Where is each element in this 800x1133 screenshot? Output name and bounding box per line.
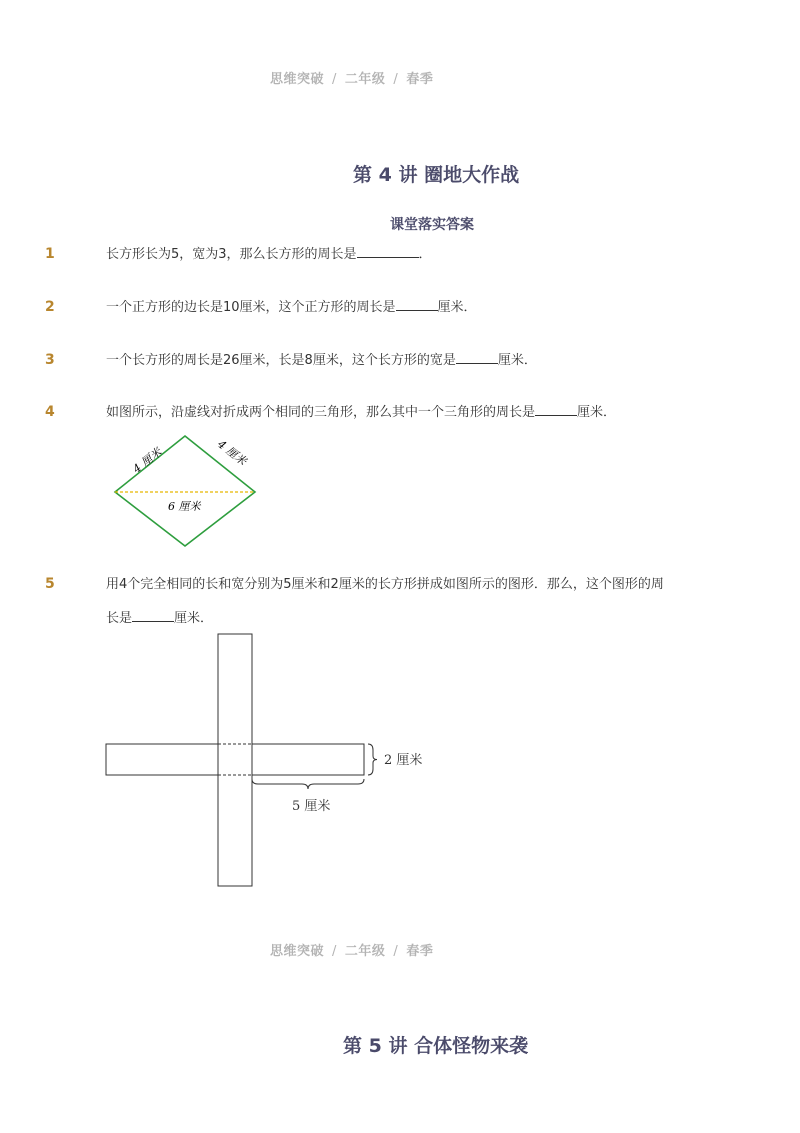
cross-figure <box>100 628 440 893</box>
question-3-text: 一个长方形的周长是26厘米，长是8厘米，这个长方形的宽是 厘米． <box>106 353 537 368</box>
width-brace <box>368 744 377 775</box>
header-grade: 二年级 <box>344 944 386 959</box>
question-4-number: 4 <box>45 404 55 420</box>
page-header <box>270 940 530 959</box>
header-course: 思维突破 <box>270 944 325 959</box>
question-2-number: 2 <box>45 299 55 315</box>
diagonal-label: 6 厘米 <box>168 500 201 513</box>
header-term: 春季 <box>406 72 434 87</box>
left-side-label: 4 厘米 <box>130 445 165 476</box>
answer-blank[interactable] <box>535 403 577 416</box>
question-1-text: 长方形长为5，宽为3，那么长方形的周长是 ． <box>106 247 432 262</box>
header-term: 春季 <box>406 944 434 959</box>
lecture-4-title: 第 4 讲 圈地大作战 <box>353 164 520 186</box>
question-5-number: 5 <box>45 576 55 592</box>
question-5-text: 用4个完全相同的长和宽分别为5厘米和2厘米的长方形拼成如图所示的图形．那么，这个图形的周 长是 厘米． <box>106 577 664 626</box>
question-4-text: 如图所示，沿虚线对折成两个相同的三角形，那么其中一个三角形的周长是 厘米． <box>106 405 617 420</box>
lecture-4-subtitle: 课堂落实答案 <box>390 217 474 233</box>
question-1-number: 1 <box>45 246 55 262</box>
vertical-rectangle <box>218 634 252 886</box>
answer-blank[interactable] <box>456 351 498 364</box>
header-course: 思维突破 <box>270 72 325 87</box>
horizontal-right-rectangle <box>252 744 364 775</box>
length-label: 5 厘米 <box>292 799 331 814</box>
header-grade: 二年级 <box>344 72 386 87</box>
width-label: 2 厘米 <box>384 753 423 768</box>
question-2-text: 一个正方形的边长是10厘米，这个正方形的周长是 厘米． <box>106 300 477 315</box>
lecture-5-title: 第 5 讲 合体怪物来袭 <box>343 1035 529 1057</box>
question-3-number: 3 <box>45 352 55 368</box>
header-separator: / <box>332 72 337 87</box>
page-header <box>270 68 530 87</box>
header-separator: / <box>393 944 399 959</box>
right-side-label: 4 厘米 <box>215 437 249 468</box>
rhombus-figure <box>100 430 270 555</box>
answer-blank[interactable] <box>396 298 438 311</box>
header-separator: / <box>332 944 337 959</box>
answer-blank[interactable] <box>132 609 174 622</box>
header-separator: / <box>393 72 399 87</box>
answer-blank[interactable] <box>357 245 419 258</box>
length-brace <box>252 779 364 789</box>
horizontal-left-rectangle <box>106 744 218 775</box>
